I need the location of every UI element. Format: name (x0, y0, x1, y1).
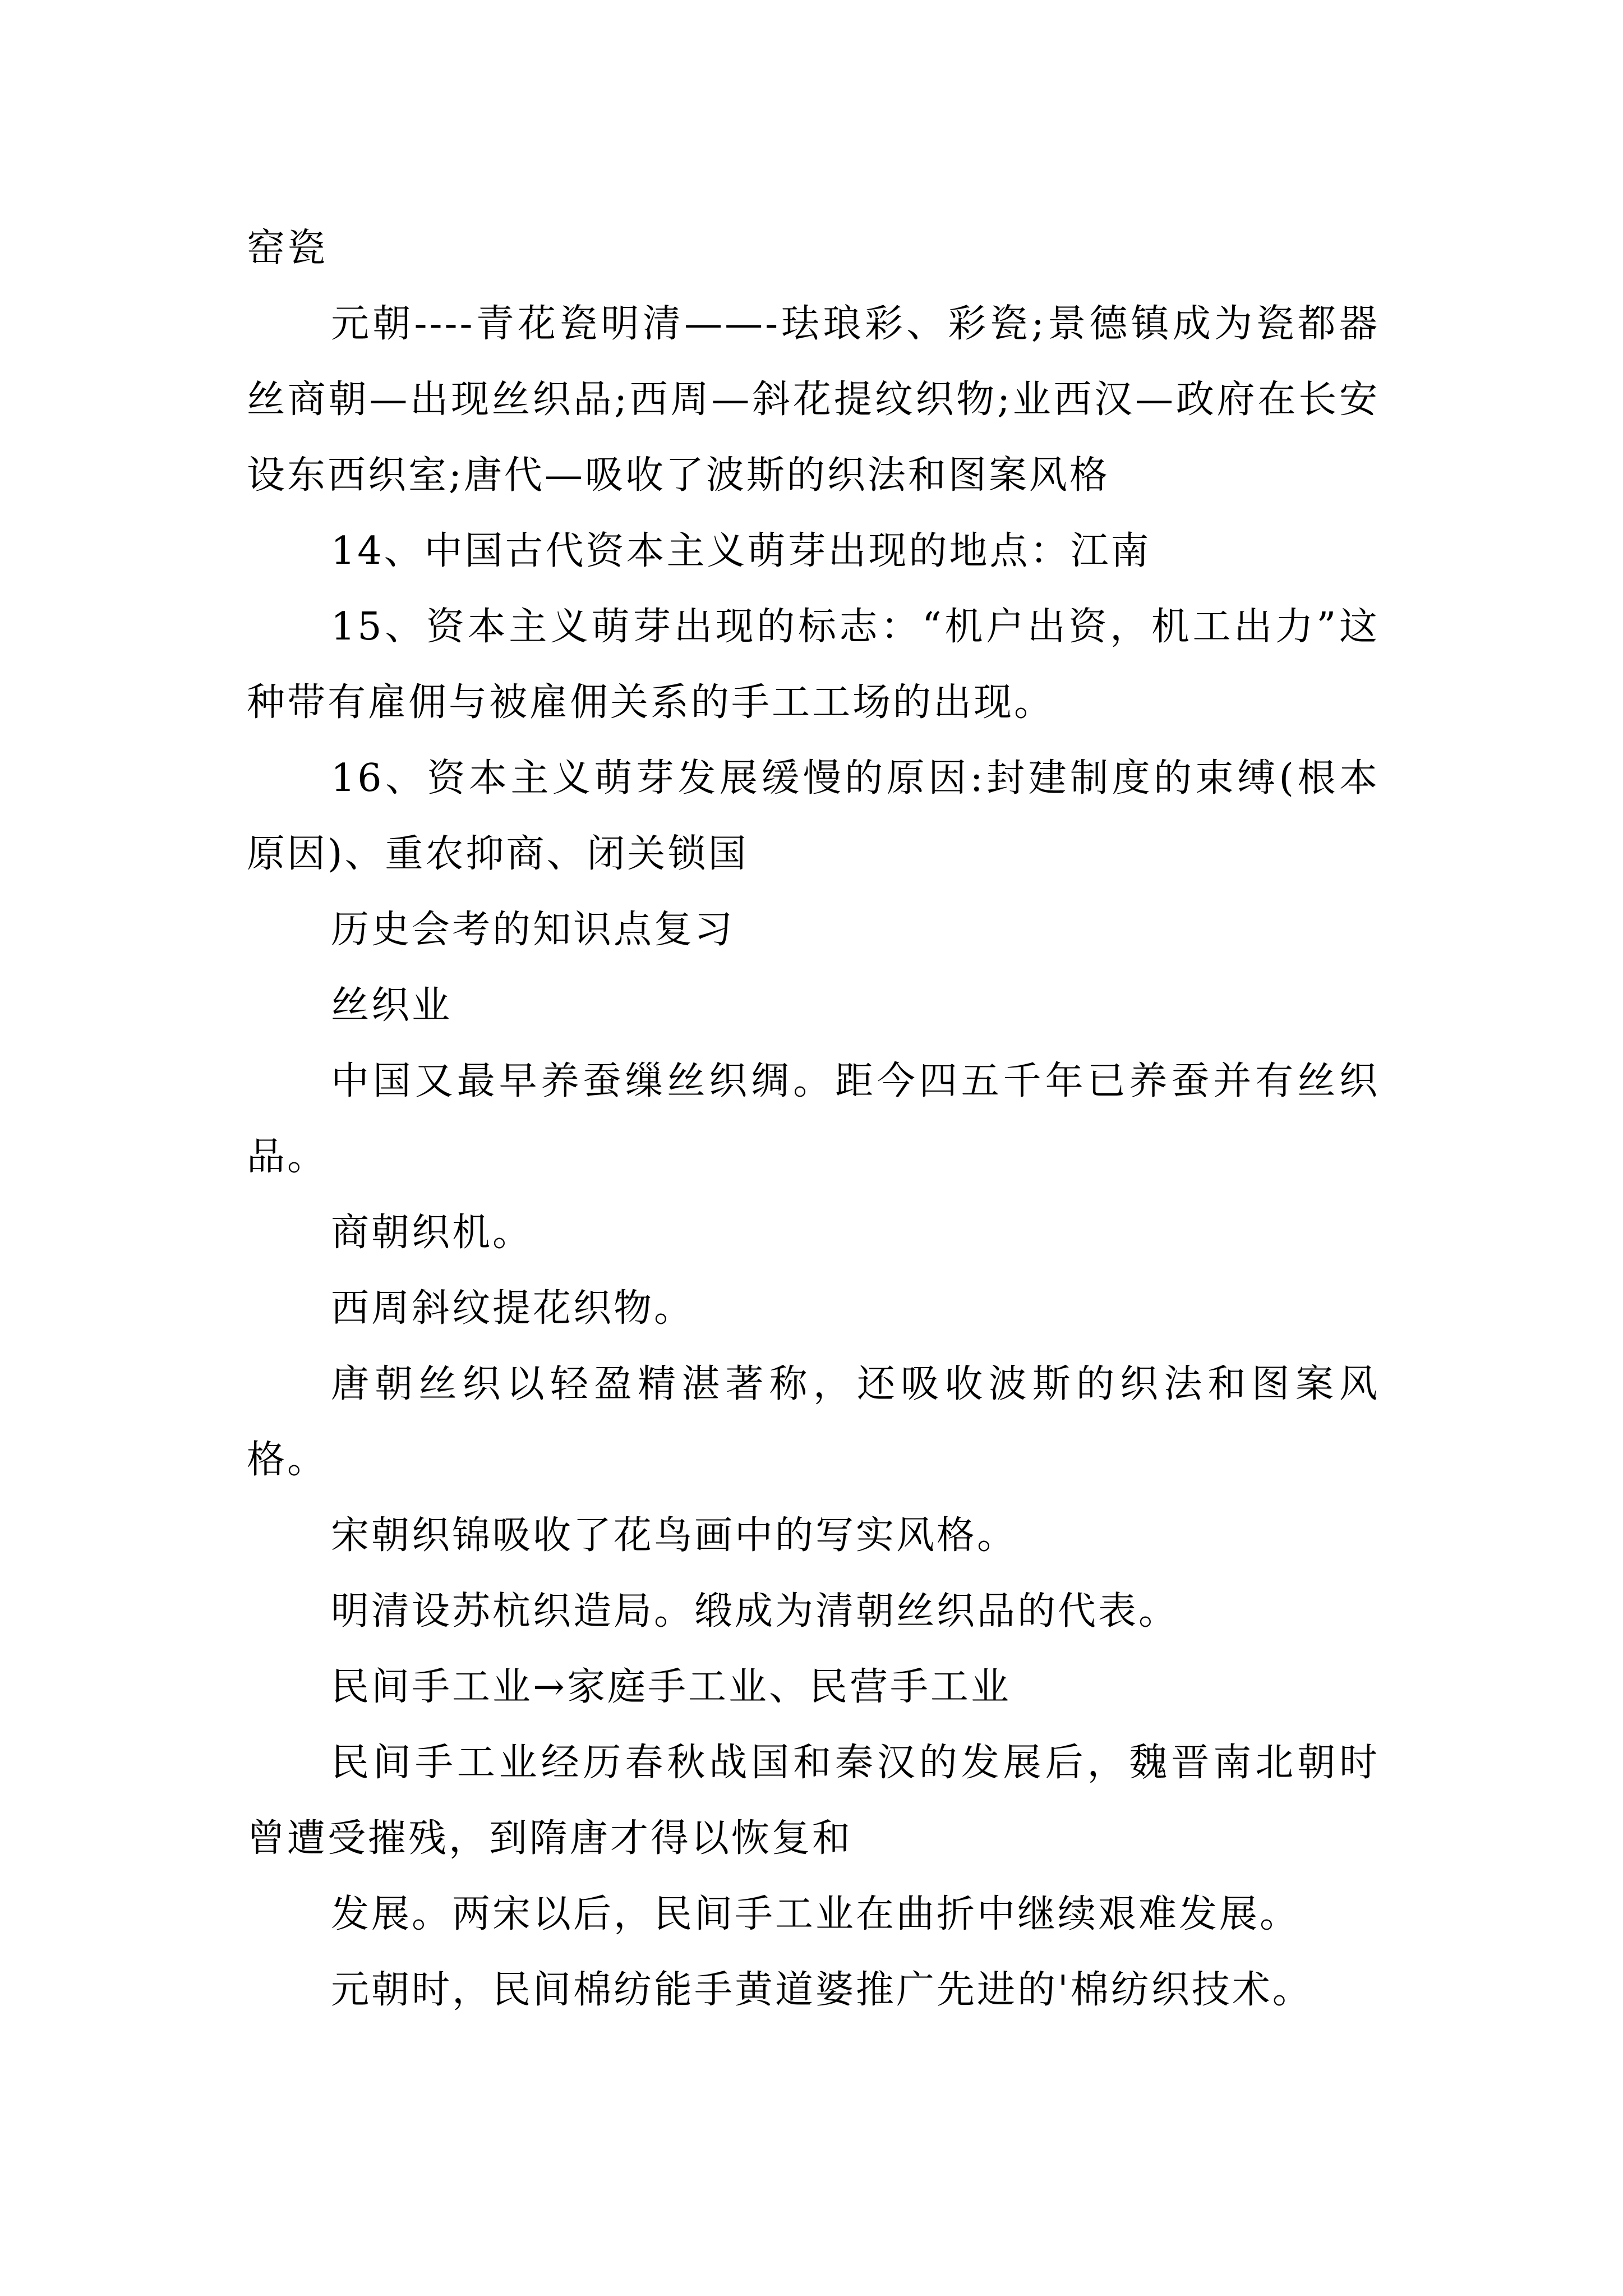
paragraph-11: 唐朝丝织以轻盈精湛著称，还吸收波斯的织法和图案风格。 (247, 1362, 1380, 1482)
paragraph-4: 15、资本主义萌芽出现的标志：“机户出资，机工出力”这种带有雇佣与被雇佣关系的手工工场的出现。 (247, 605, 1380, 725)
paragraph-14: 民间手工业→家庭手工业、民营手工业 (331, 1665, 1011, 1709)
paragraph-15: 民间手工业经历春秋战国和秦汉的发展后，魏晋南北朝时曾遭受摧残，到隋唐才得以恢复和 (247, 1741, 1380, 1861)
paragraph-2: 元朝----青花瓷明清——-珐琅彩、彩瓷;景德镇成为瓷都器丝商朝—出现丝织品;西周—斜花提纹织物;业西汉—政府在长安设东西织室;唐代—吸收了波斯的织法和图案风格 (247, 302, 1380, 498)
paragraph-7: 丝织业 (331, 983, 453, 1028)
paragraph-9: 商朝织机。 (331, 1211, 533, 1255)
paragraph-6: 历史会考的知识点复习 (331, 908, 735, 952)
paragraph-16: 发展。两宋以后，民间手工业在曲折中继续艰难发展。 (331, 1892, 1301, 1936)
paragraph-8: 中国又最早养蚕缫丝织绸。距今四五千年已养蚕并有丝织品。 (247, 1059, 1380, 1179)
body-text (247, 210, 1380, 2028)
paragraph-5: 16、资本主义萌芽发展缓慢的原因:封建制度的束缚(根本原因)、重农抑商、闭关锁国 (247, 756, 1380, 876)
paragraph-10: 西周斜纹提花织物。 (331, 1286, 695, 1331)
paragraph-3: 14、中国古代资本主义萌芽出现的地点：江南 (331, 529, 1151, 573)
paragraph-17: 元朝时，民间棉纺能手黄道婆推广先进的'棉纺织技术。 (331, 1968, 1313, 2012)
paragraph-12: 宋朝织锦吸收了花鸟画中的写实风格。 (331, 1513, 1018, 1558)
paragraph-13: 明清设苏杭织造局。缎成为清朝丝织品的代表。 (331, 1589, 1179, 1634)
paragraph-1: 窑瓷 (247, 226, 328, 270)
